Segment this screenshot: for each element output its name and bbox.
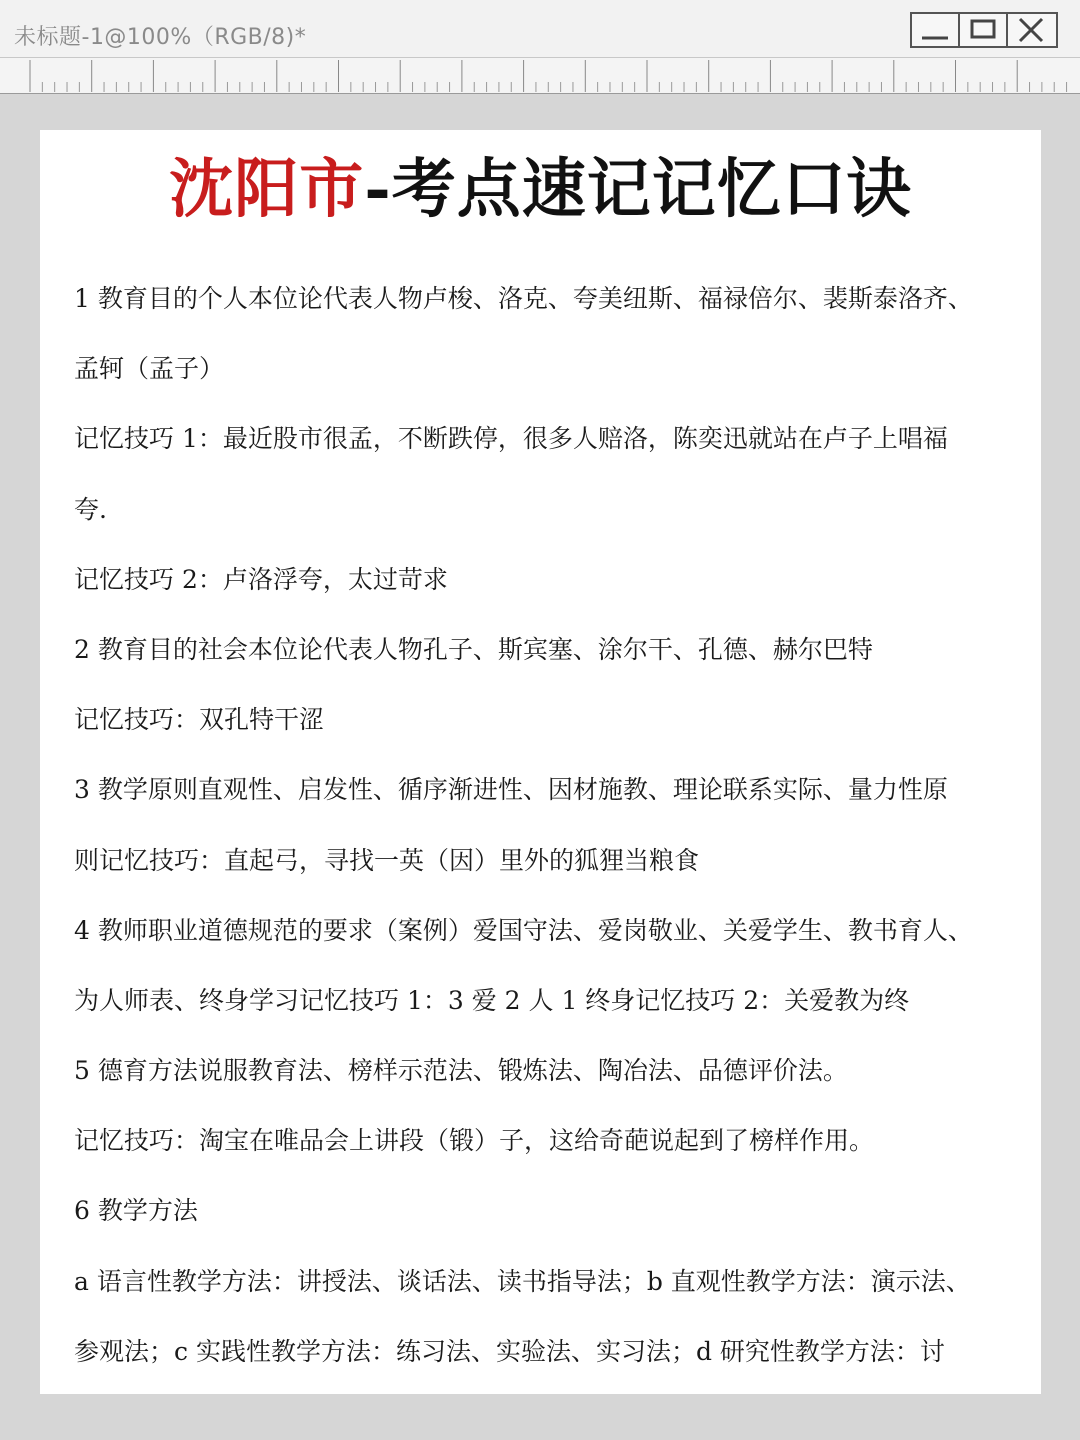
- canvas-area[interactable]: [0, 94, 1080, 1440]
- page-title: [74, 130, 1007, 248]
- text-line: a 语言性教学方法：讲授法、谈话法、读书指导法；b 直观性教学方法：演示法、: [74, 1266, 971, 1296]
- minimize-icon: [912, 14, 958, 46]
- document-tab-title[interactable]: 未标题-1@100%（RGB/8)*: [14, 25, 307, 50]
- body-text: [74, 264, 1007, 1387]
- text-line: 2 教育目的社会本位论代表人物孔子、斯宾塞、涂尔干、孔德、赫尔巴特: [74, 634, 873, 664]
- text-line: 参观法；c 实践性教学方法：练习法、实验法、实习法；d 研究性教学方法：讨: [74, 1336, 945, 1366]
- text-line: 记忆技巧 1：最近股市很孟，不断跌停，很多人赔洛，陈奕迅就站在卢子上唱福: [74, 424, 948, 454]
- title-rest: -考点速记记忆口诀: [364, 152, 912, 227]
- text-line: 5 德育方法说服教育法、榜样示范法、锻炼法、陶冶法、品德评价法。: [74, 1056, 848, 1086]
- text-line: 记忆技巧：淘宝在唯品会上讲段（锻）子，这给奇葩说起到了榜样作用。: [74, 1126, 875, 1156]
- document-page: [40, 130, 1041, 1394]
- window-controls: [910, 12, 1058, 48]
- text-line: 3 教学原则直观性、启发性、循序渐进性、因材施教、理论联系实际、量力性原: [74, 775, 948, 805]
- text-line: 为人师表、终身学习记忆技巧 1：3 爱 2 人 1 终身记忆技巧 2：关爱教为终: [74, 985, 910, 1015]
- close-icon: [1008, 14, 1054, 46]
- text-line: 记忆技巧 2：卢洛浮夸，太过苛求: [74, 564, 448, 594]
- text-line: 记忆技巧：双孔特干涩: [74, 705, 325, 735]
- text-line: 1 教育目的个人本位论代表人物卢梭、洛克、夸美纽斯、福禄倍尔、裴斯泰洛齐、: [74, 284, 973, 313]
- title-bar: [0, 0, 1080, 58]
- maximize-icon: [960, 14, 1006, 46]
- text-line: 夸.: [74, 494, 107, 524]
- maximize-button[interactable]: [960, 14, 1008, 46]
- ruler-ticks: [0, 58, 1080, 94]
- close-button[interactable]: [1008, 14, 1056, 46]
- title-city: 沈阳市: [169, 152, 365, 227]
- text-line: 6 教学方法: [74, 1196, 198, 1226]
- text-line: 4 教师职业道德规范的要求（案例）爱国守法、爱岗敬业、关爱学生、教书育人、: [74, 915, 973, 945]
- text-line: 则记忆技巧：直起弓，寻找一英（因）里外的狐狸当粮食: [74, 845, 700, 875]
- text-line: 孟轲（孟子）: [74, 354, 225, 384]
- horizontal-ruler[interactable]: [0, 58, 1080, 94]
- minimize-button[interactable]: [912, 14, 960, 46]
